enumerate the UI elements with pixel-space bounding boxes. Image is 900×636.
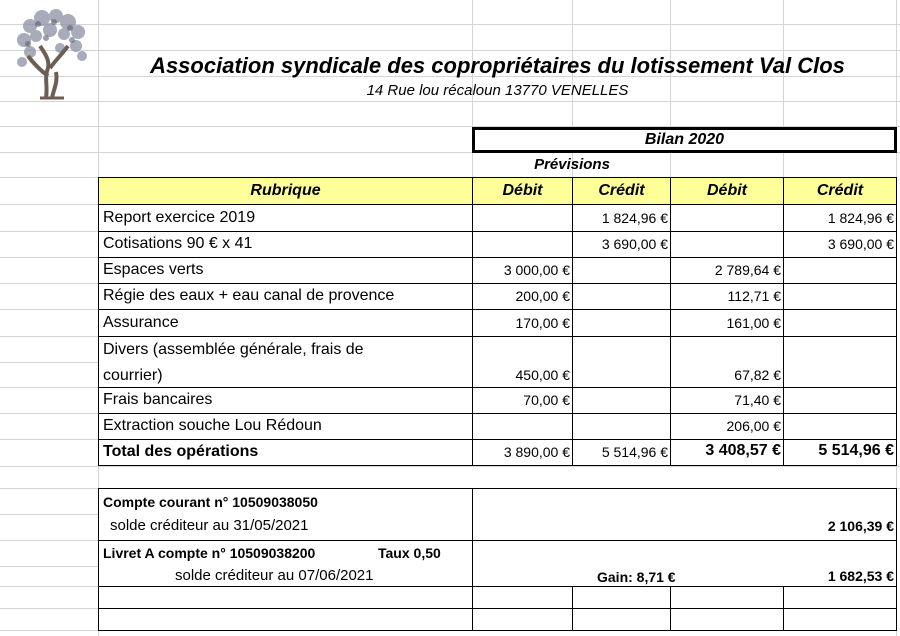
bilan-title: Bilan 2020 <box>644 131 725 148</box>
header-rubrique: Rubrique <box>99 178 472 204</box>
header-credit-previsions: Crédit <box>573 178 670 204</box>
cell-credit-previsions: 1 824,96 € <box>601 210 668 226</box>
row-label: Assurance <box>103 314 179 331</box>
row-label: Espaces verts <box>103 261 204 278</box>
cell-credit-previsions: 3 690,00 € <box>601 236 668 252</box>
association-address: 14 Rue lou récaloun 13770 VENELLES <box>366 82 629 99</box>
cell-credit-bilan: 3 690,00 € <box>827 236 894 252</box>
association-title: Association syndicale des copropriétaires du lotissement Val Clos <box>150 53 845 78</box>
compte-courant-label: Compte courant n° 10509038050 <box>103 494 318 510</box>
cell-debit-bilan: 67,82 € <box>734 367 781 383</box>
compte-courant-solde: solde créditeur au 31/05/2021 <box>110 517 309 534</box>
cell-debit-bilan: 206,00 € <box>726 418 781 434</box>
livret-a-label: Livret A compte n° 10509038200 <box>103 545 316 561</box>
previsions-label: Prévisions <box>534 156 610 173</box>
total-debit-previsions: 3 890,00 € <box>503 444 570 460</box>
cell-debit-previsions: 3 000,00 € <box>503 262 570 278</box>
row-label: Report exercice 2019 <box>103 209 256 226</box>
gridline <box>0 101 900 102</box>
livret-a-taux: Taux 0,50 <box>378 545 441 561</box>
gridline <box>0 466 900 467</box>
row-label: Extraction souche Lou Rédoun <box>103 417 322 434</box>
cell-debit-previsions: 170,00 € <box>515 315 570 331</box>
cell-debit-previsions: 450,00 € <box>515 367 570 383</box>
cell-debit-previsions: 200,00 € <box>515 288 570 304</box>
total-credit-bilan: 5 514,96 € <box>818 442 894 459</box>
header-debit-bilan: Débit <box>671 178 783 204</box>
cell-debit-bilan: 112,71 € <box>727 288 781 304</box>
header-debit-previsions: Débit <box>473 178 572 204</box>
total-debit-bilan: 3 408,57 € <box>705 442 781 459</box>
header-credit-bilan: Crédit <box>784 178 896 204</box>
cell-debit-bilan: 2 789,64 € <box>714 262 781 278</box>
livret-a-amount: 1 682,53 € <box>827 568 894 584</box>
gridline <box>0 24 900 25</box>
row-label: Cotisations 90 € x 41 <box>103 235 253 252</box>
livret-a-gain: Gain: 8,71 € <box>597 569 676 585</box>
cell-debit-previsions: 70,00 € <box>523 392 570 408</box>
cell-debit-bilan: 161,00 € <box>726 315 781 331</box>
cell-credit-bilan: 1 824,96 € <box>827 210 894 226</box>
row-label-line2: courrier) <box>103 367 163 384</box>
livret-a-solde: solde créditeur au 07/06/2021 <box>175 567 374 584</box>
row-label: Régie des eaux + eau canal de provence <box>103 287 395 304</box>
compte-courant-amount: 2 106,39 € <box>827 518 894 534</box>
row-label-line1: Divers (assemblée générale, frais de <box>103 341 364 358</box>
gridline <box>0 50 900 51</box>
total-label: Total des opérations <box>103 443 259 460</box>
cell-debit-bilan: 71,40 € <box>734 392 781 408</box>
total-credit-previsions: 5 514,96 € <box>601 444 668 460</box>
row-label: Frais bancaires <box>103 391 213 408</box>
